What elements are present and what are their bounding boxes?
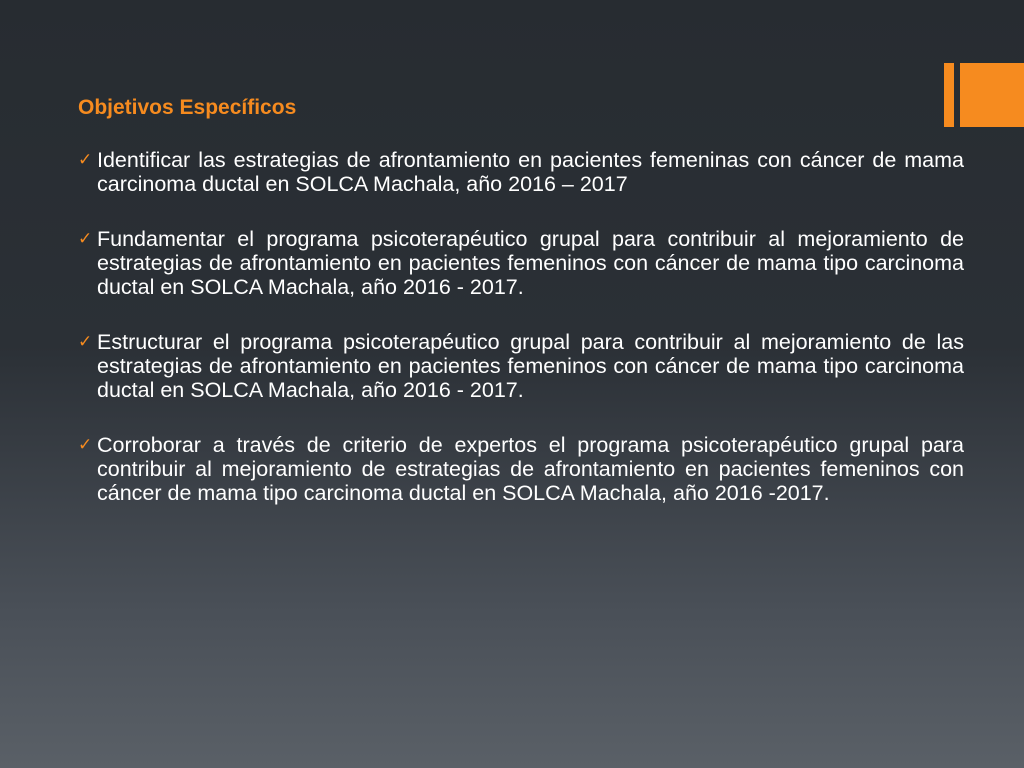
objective-item (78, 433, 964, 505)
objective-item (78, 148, 964, 196)
objective-text: Corroborar a través de criterio de expertos el programa psicoterapéutico grupal para contribuir al mejoramiento de estrategias de afrontamiento en pacientes femeninos con cáncer de mama tipo carcinoma ductal en SOLCA Machala, año 2016 -2017. (97, 433, 964, 505)
objective-item (78, 330, 964, 402)
slide-title: Objetivos Específicos (78, 96, 297, 119)
accent-bar-thick (960, 63, 1024, 127)
slide-content (78, 94, 964, 536)
objective-text: Estructurar el programa psicoterapéutico grupal para contribuir al mejoramiento de las estrategias de afrontamiento en pacientes femeninos con cáncer de mama tipo carcinoma ductal en SOLCA Machala, año 2016 - 2017. (97, 330, 964, 402)
checkmark-icon: ✓ (78, 150, 93, 170)
checkmark-icon: ✓ (78, 332, 93, 352)
checkmark-icon: ✓ (78, 435, 93, 455)
checkmark-icon: ✓ (78, 229, 93, 249)
objective-item (78, 227, 964, 299)
objective-text: Identificar las estrategias de afrontamiento en pacientes femeninas con cáncer de mama carcinoma ductal en SOLCA Machala, año 2016 – 2017 (97, 148, 964, 196)
objective-text: Fundamentar el programa psicoterapéutico grupal para contribuir al mejoramiento de estrategias de afrontamiento en pacientes femeninos con cáncer de mama tipo carcinoma ductal en SOLCA Machala, año 2016 - 2017. (97, 227, 964, 299)
